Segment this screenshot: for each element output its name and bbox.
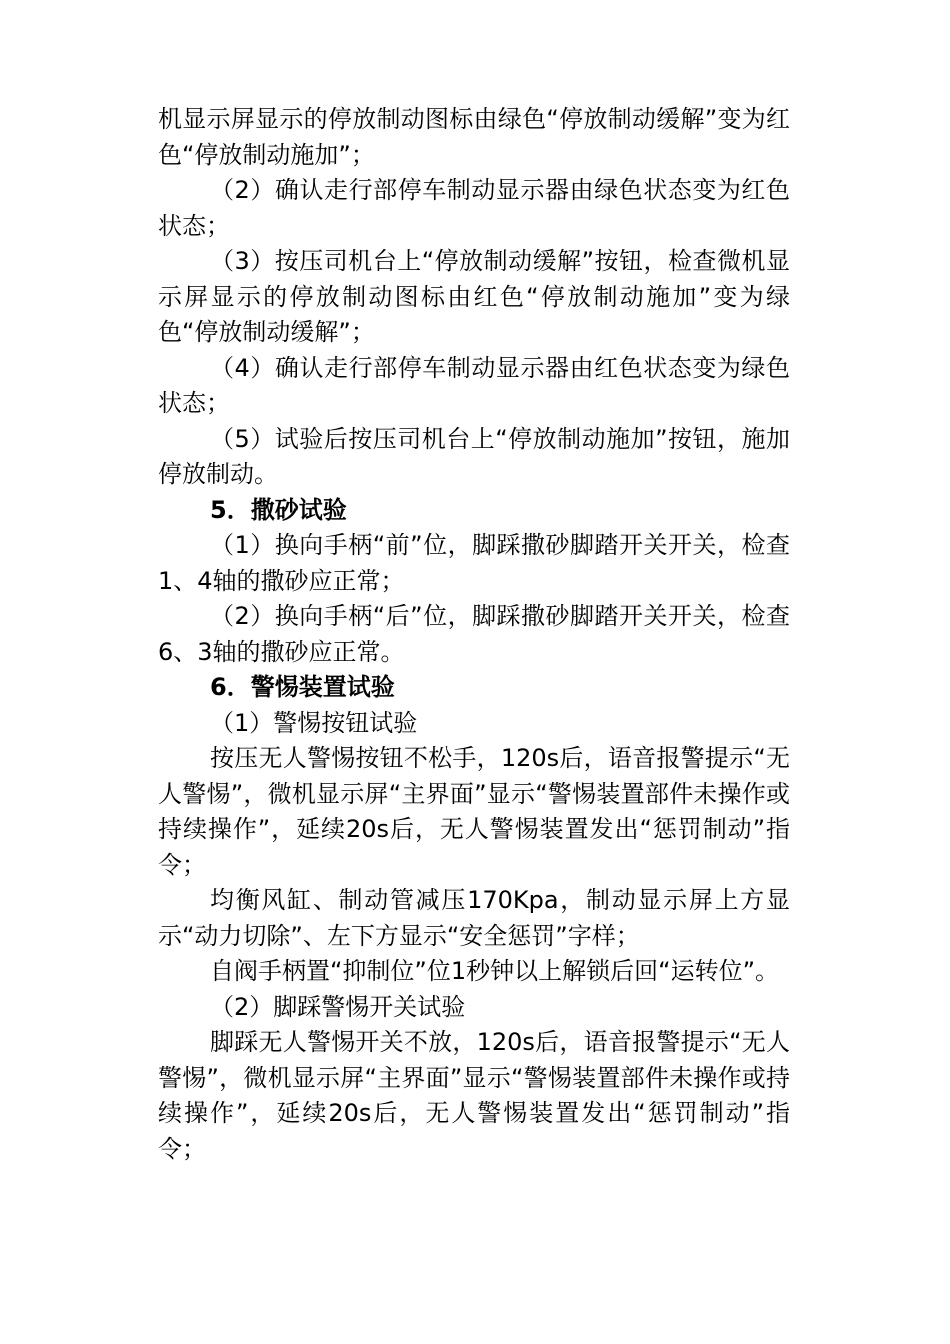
list-item: （5）试验后按压司机台上“停放制动施加”按钮，施加停放制动。	[158, 424, 790, 488]
body-paragraph: 均衡风缸、制动管减压170Kpa，制动显示屏上方显示“动力切除”、左下方显示“安全惩罚”字样；	[158, 886, 790, 950]
section-heading: 6．警惕装置试验	[210, 673, 395, 701]
body-paragraph: 脚踩无人警惕开关不放，120s后，语音报警提示“无人警惕”，微机显示屏“主界面”显示“警惕装置部件未操作或持续操作”，延续20s后，无人警惕装置发出“惩罚制动”指令；	[158, 1028, 790, 1163]
body-paragraph: 自阀手柄置“抑制位”位1秒钟以上解锁后回“运转位”。	[210, 957, 780, 985]
list-item: （4）确认走行部停车制动显示器由红色状态变为绿色状态；	[158, 353, 790, 417]
paragraph-continuation: 机显示屏显示的停放制动图标由绿色“停放制动缓解”变为红色“停放制动施加”；	[158, 105, 790, 169]
list-item: （2）确认走行部停车制动显示器由绿色状态变为红色状态；	[158, 176, 790, 240]
list-item: （2）脚踩警惕开关试验	[210, 992, 466, 1021]
list-item: （1）换向手柄“前”位，脚踩撒砂脚踏开关开关，检查1、4轴的撒砂应正常；	[158, 531, 790, 595]
section-heading: 5．撒砂试验	[210, 495, 347, 524]
document-page	[158, 102, 790, 1167]
list-item: （2）换向手柄“后”位，脚踩撒砂脚踏开关开关，检查6、3轴的撒砂应正常。	[158, 602, 790, 666]
list-item: （3）按压司机台上“停放制动缓解”按钮，检查微机显示屏显示的停放制动图标由红色“停放制动施加”变为绿色“停放制动缓解”；	[158, 247, 790, 346]
list-item: （1）警惕按钮试验	[210, 708, 418, 737]
body-paragraph: 按压无人警惕按钮不松手，120s后，语音报警提示“无人警惕”，微机显示屏“主界面”显示“警惕装置部件未操作或持续操作”，延续20s后，无人警惕装置发出“惩罚制动”指令；	[158, 744, 790, 879]
